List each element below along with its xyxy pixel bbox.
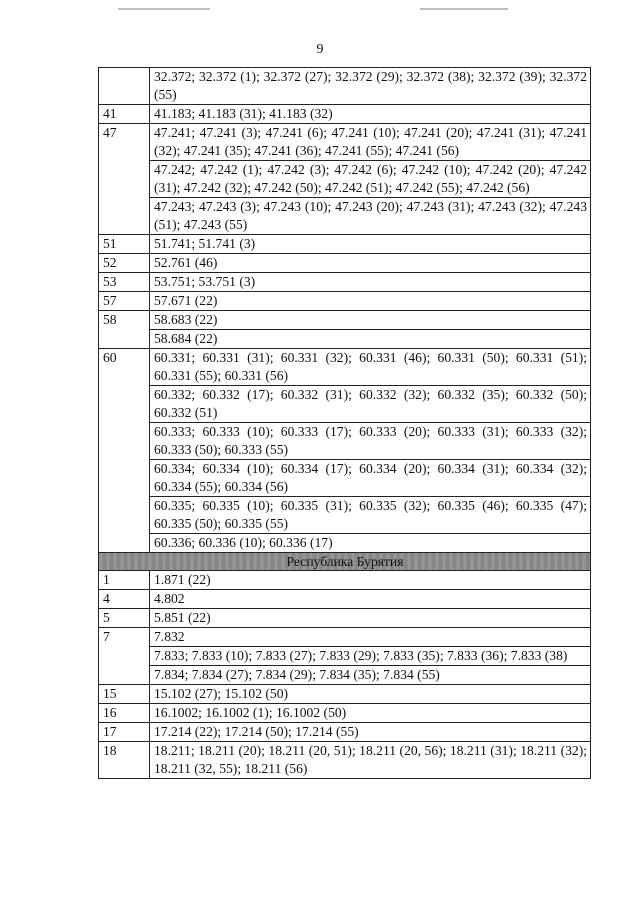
table-row [99, 330, 591, 349]
table-row [99, 497, 591, 534]
class-codes-cell: 60.335; 60.335 (10); 60.335 (31); 60.335 (32); 60.335 (46); 60.335 (47); 60.335 (50); 60.335 (55) [150, 497, 591, 534]
group-code-cell: 5 [99, 609, 150, 628]
table-row [99, 666, 591, 685]
table-row [99, 198, 591, 235]
table-row [99, 609, 591, 628]
group-code-cell: 47 [99, 124, 150, 235]
class-codes-cell: 60.336; 60.336 (10); 60.336 (17) [150, 534, 591, 553]
group-code-cell: 41 [99, 105, 150, 124]
table-row [99, 460, 591, 497]
region-header: Республика Бурятия [99, 553, 591, 571]
table-row [99, 423, 591, 460]
group-code-cell: 17 [99, 723, 150, 742]
table-row [99, 386, 591, 423]
page-number: 9 [316, 42, 324, 57]
code-table [98, 67, 591, 779]
group-code-cell: 16 [99, 704, 150, 723]
group-code-cell: 51 [99, 235, 150, 254]
class-codes-cell: 60.333; 60.333 (10); 60.333 (17); 60.333 (20); 60.333 (31); 60.333 (32); 60.333 (50); 60.333 (55) [150, 423, 591, 460]
table-row [99, 590, 591, 609]
table-row [99, 742, 591, 779]
class-codes-cell: 41.183; 41.183 (31); 41.183 (32) [150, 105, 591, 124]
class-codes-cell: 47.241; 47.241 (3); 47.241 (6); 47.241 (10); 47.241 (20); 47.241 (31); 47.241 (32); 47.241 (35); 47.241 (36); 47.241 (55); 47.241 (56) [150, 124, 591, 161]
class-codes-cell: 60.334; 60.334 (10); 60.334 (17); 60.334 (20); 60.334 (31); 60.334 (32); 60.334 (55); 60.334 (56) [150, 460, 591, 497]
table-row [99, 647, 591, 666]
group-code-cell: 4 [99, 590, 150, 609]
table-row [99, 235, 591, 254]
class-codes-cell: 7.832 [150, 628, 591, 647]
scan-artifact-right [420, 8, 508, 10]
class-codes-cell: 60.332; 60.332 (17); 60.332 (31); 60.332 (32); 60.332 (35); 60.332 (50); 60.332 (51) [150, 386, 591, 423]
group-code-cell: 58 [99, 311, 150, 349]
table-row [99, 124, 591, 161]
group-code-cell: 57 [99, 292, 150, 311]
group-code-cell: 53 [99, 273, 150, 292]
table-row [99, 254, 591, 273]
class-codes-cell: 52.761 (46) [150, 254, 591, 273]
group-code-cell: 15 [99, 685, 150, 704]
class-codes-cell: 18.211; 18.211 (20); 18.211 (20, 51); 18.211 (20, 56); 18.211 (31); 18.211 (32); 18.211 (32, 55); 18.211 (56) [150, 742, 591, 779]
class-codes-cell: 7.833; 7.833 (10); 7.833 (27); 7.833 (29); 7.833 (35); 7.833 (36); 7.833 (38) [150, 647, 591, 666]
class-codes-cell: 58.683 (22) [150, 311, 591, 330]
class-codes-cell: 57.671 (22) [150, 292, 591, 311]
table-row [99, 571, 591, 590]
class-codes-cell: 53.751; 53.751 (3) [150, 273, 591, 292]
class-codes-cell: 1.871 (22) [150, 571, 591, 590]
scan-artifact-left [118, 8, 210, 10]
class-codes-cell: 17.214 (22); 17.214 (50); 17.214 (55) [150, 723, 591, 742]
group-code-cell: 18 [99, 742, 150, 779]
class-codes-cell: 5.851 (22) [150, 609, 591, 628]
table-row [99, 685, 591, 704]
class-codes-cell: 58.684 (22) [150, 330, 591, 349]
table-row [99, 628, 591, 647]
class-codes-cell: 60.331; 60.331 (31); 60.331 (32); 60.331 (46); 60.331 (50); 60.331 (51); 60.331 (55); 60.331 (56) [150, 349, 591, 386]
group-code-cell: 1 [99, 571, 150, 590]
table-row [99, 311, 591, 330]
table-row [99, 704, 591, 723]
table-row [99, 161, 591, 198]
table-row [99, 349, 591, 386]
class-codes-cell: 16.1002; 16.1002 (1); 16.1002 (50) [150, 704, 591, 723]
table-row [99, 723, 591, 742]
table-row [99, 68, 591, 105]
class-codes-cell: 32.372; 32.372 (1); 32.372 (27); 32.372 (29); 32.372 (38); 32.372 (39); 32.372 (55) [150, 68, 591, 105]
group-code-cell: 7 [99, 628, 150, 685]
table-row [99, 273, 591, 292]
table-row [99, 105, 591, 124]
region-header-row [99, 553, 591, 571]
table-row [99, 292, 591, 311]
class-codes-cell: 47.242; 47.242 (1); 47.242 (3); 47.242 (6); 47.242 (10); 47.242 (20); 47.242 (31); 47.242 (32); 47.242 (50); 47.242 (51); 47.242 (55); 47.242 (56) [150, 161, 591, 198]
class-codes-cell: 7.834; 7.834 (27); 7.834 (29); 7.834 (35); 7.834 (55) [150, 666, 591, 685]
table-row [99, 534, 591, 553]
group-code-cell: 52 [99, 254, 150, 273]
class-codes-cell: 47.243; 47.243 (3); 47.243 (10); 47.243 (20); 47.243 (31); 47.243 (32); 47.243 (51); 47.243 (55) [150, 198, 591, 235]
group-code-cell [99, 68, 150, 105]
class-codes-cell: 4.802 [150, 590, 591, 609]
class-codes-cell: 51.741; 51.741 (3) [150, 235, 591, 254]
class-codes-cell: 15.102 (27); 15.102 (50) [150, 685, 591, 704]
group-code-cell: 60 [99, 349, 150, 553]
